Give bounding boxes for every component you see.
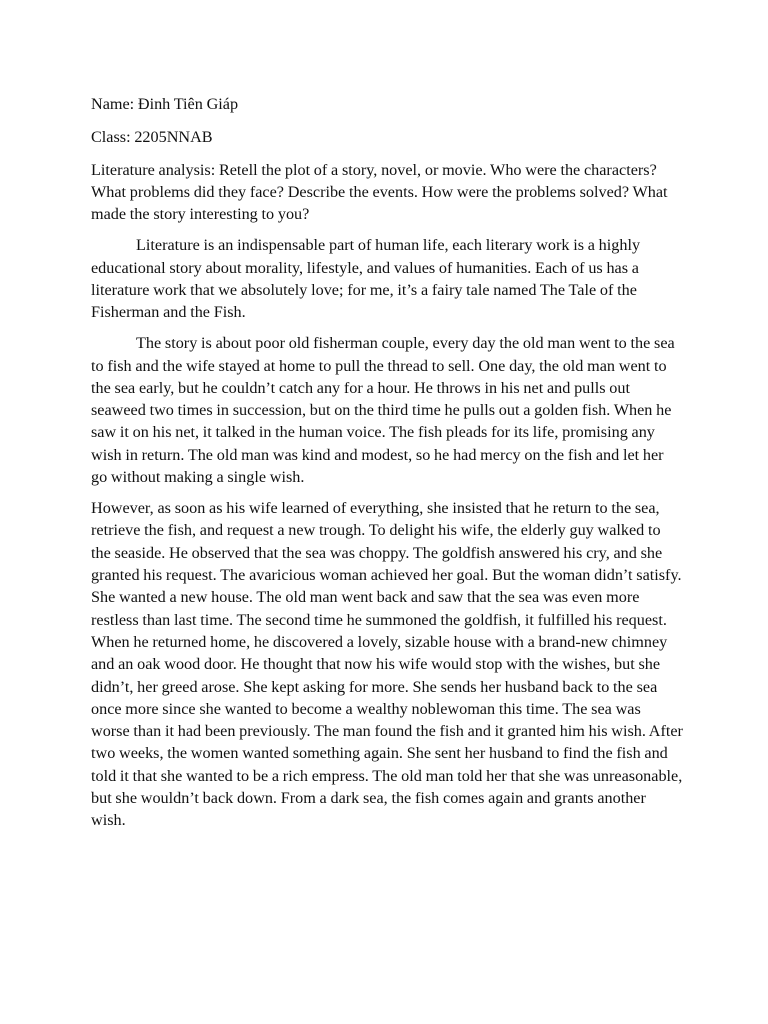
paragraph-story-beginning: The story is about poor old fisherman couple, every day the old man went to the sea to fish and the wife stayed at home to pull the thread to sell. One day, the old man went to the sea early, but he couldn’t catch any for a hour. He throws in his net and pulls out seaweed two times in succession, but on the third time he pulls out a golden fish. When he saw it on his net, it talked in the human voice. The fish pleads for its life, promising any wish in return. The old man was kind and modest, so he had mercy on the fish and let her go without making a single wish.	[91, 334, 675, 487]
paragraph-story-wishes: However, as soon as his wife learned of everything, she insisted that he return to the sea, retrieve the fish, and request a new trough. To delight his wife, the elderly guy walked to the seaside. He observed that the sea was choppy. The goldfish answered his cry, and she granted his request. The avaricious woman achieved her goal. But the woman didn’t satisfy. She wanted a new house. The old man went back and saw that the sea was even more restless than last time. The second time he summoned the goldfish, it fulfilled his request. When he returned home, he discovered a lovely, sizable house with a brand-new chimney and an oak wood door. He thought that now his wife would stop with the wishes, but she didn’t, her greed arose. She kept asking for more. She sends her husband back to the sea once more since she wanted to become a wealthy noblewoman this time. The sea was worse than it had been previously. The man found the fish and it granted him his wish. After two weeks, the women wanted something again. She sent her husband to find the fish and told it that she wanted to be a rich empress. The old man told her that she was unreasonable, but she wouldn’t back down. From a dark sea, the fish comes again and grants another wish.	[91, 499, 683, 830]
paragraph-introduction: Literature is an indispensable part of human life, each literary work is a highly educational story about morality, lifestyle, and values of humanities. Each of us has a literature work that we absolutely love; for me, it’s a fairy tale named The Tale of the Fisherman and the Fish.	[91, 236, 641, 322]
assignment-prompt: Literature analysis: Retell the plot of a story, novel, or movie. Who were the characters? What problems did they face? Describe the events. How were the problems solved? What made the story interesting to you?	[91, 160, 668, 224]
student-class: Class: 2205NNAB	[91, 127, 213, 146]
student-name: Name: Đinh Tiên Giáp	[91, 95, 239, 113]
document-body	[91, 93, 683, 840]
